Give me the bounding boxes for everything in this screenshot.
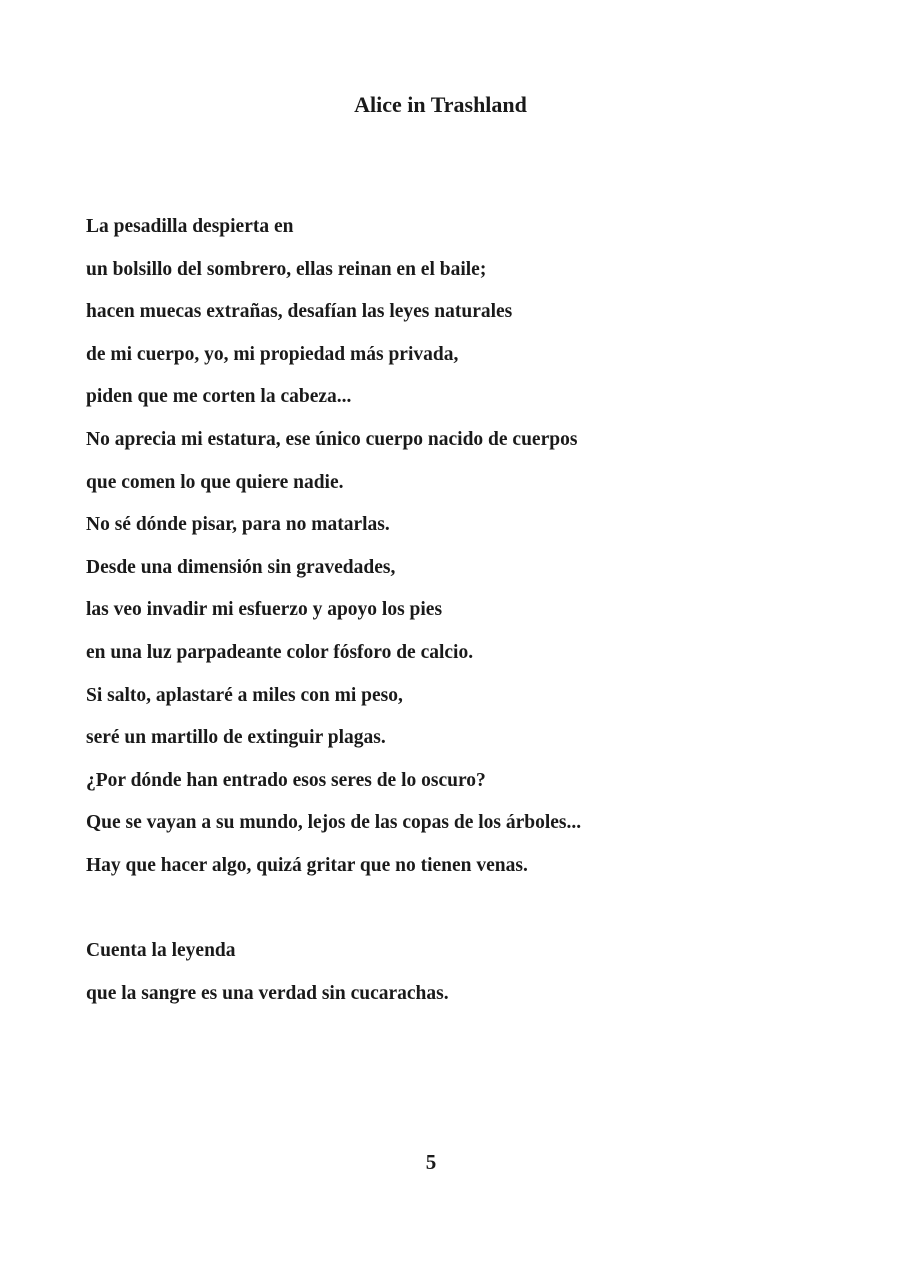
poem-line: ¿Por dónde han entrado esos seres de lo oscuro? (86, 769, 486, 791)
poem-line: un bolsillo del sombrero, ellas reinan en el baile; (86, 258, 487, 280)
poem-title: Alice in Trashland (354, 92, 527, 117)
poem-line: las veo invadir mi esfuerzo y apoyo los pies (86, 599, 443, 621)
poem-line: Que se vayan a su mundo, lejos de las copas de los árboles... (86, 812, 582, 834)
poem-line: Hay que hacer algo, quizá gritar que no tienen venas. (86, 854, 528, 876)
stanza-2 (86, 930, 846, 1015)
stanza-1 (86, 206, 846, 888)
poem-line: Cuenta la leyenda (86, 940, 236, 962)
poem-line: de mi cuerpo, yo, mi propiedad más privada, (86, 343, 459, 365)
poem-line: Desde una dimensión sin gravedades, (86, 556, 396, 578)
poem-line: piden que me corten la cabeza... (86, 386, 352, 408)
poem-line: hacen muecas extrañas, desafían las leyes naturales (86, 301, 513, 323)
poem-line: La pesadilla despierta en (86, 216, 294, 237)
poem-line: seré un martillo de extinguir plagas. (86, 727, 386, 749)
page-number: 5 (425, 1150, 437, 1174)
poem-line: que comen lo que quiere nadie. (86, 471, 344, 493)
poem-line: Si salto, aplastaré a miles con mi peso, (86, 684, 403, 706)
poem-line: en una luz parpadeante color fósforo de calcio. (86, 641, 474, 663)
poem-line: que la sangre es una verdad sin cucarachas. (86, 982, 449, 1004)
poem-body (86, 206, 846, 1015)
poem-line: No aprecia mi estatura, ese único cuerpo nacido de cuerpos (86, 428, 578, 450)
poem-line: No sé dónde pisar, para no matarlas. (86, 514, 390, 536)
